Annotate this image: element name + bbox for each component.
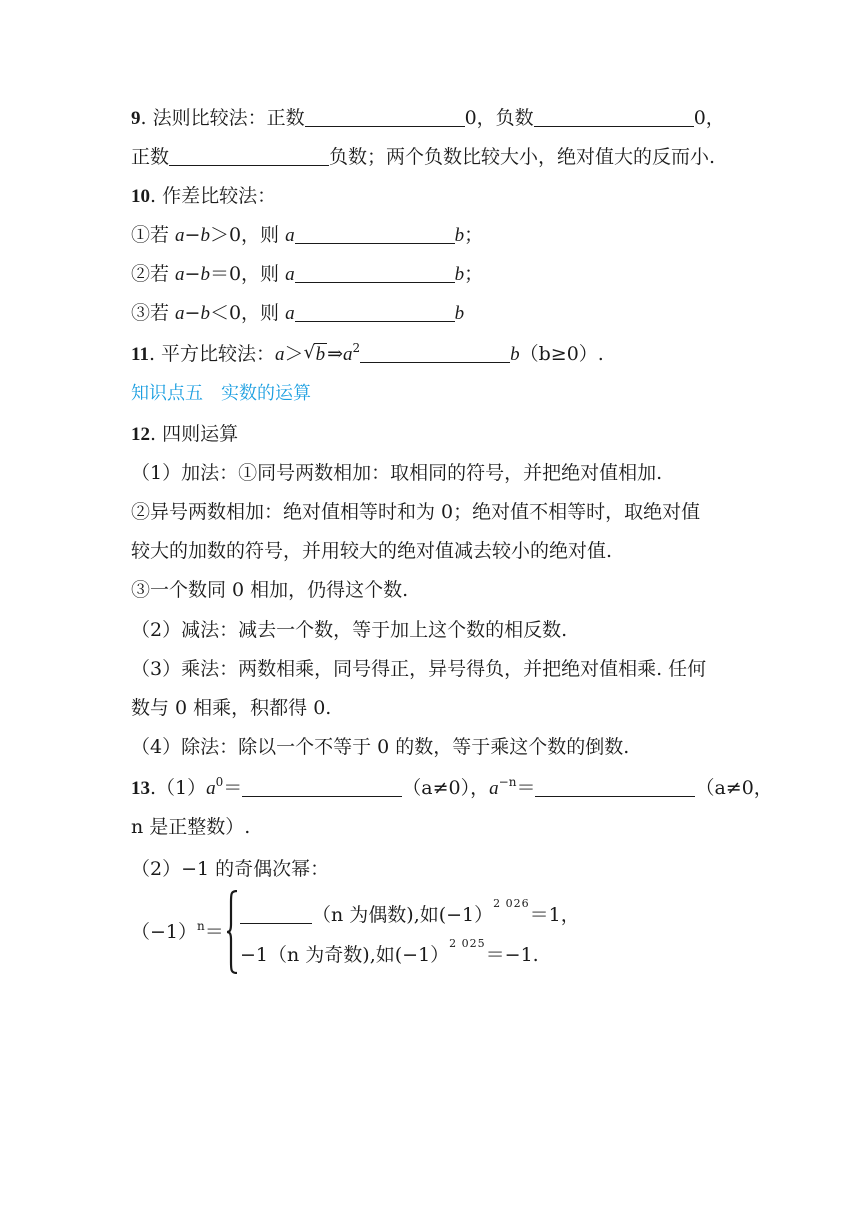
sqrt-symbol bbox=[304, 340, 328, 369]
item-text: 0， bbox=[693, 107, 725, 129]
item-10-case-3 bbox=[131, 299, 464, 327]
rule-addition-3: ③一个数同 0 相加，仍得这个数. bbox=[131, 579, 409, 601]
answer-blank[interactable] bbox=[535, 776, 695, 797]
var-a: a bbox=[175, 264, 185, 285]
answer-blank[interactable] bbox=[295, 223, 455, 244]
item-9-line-1 bbox=[131, 104, 725, 132]
relation: ＝0，则 bbox=[209, 263, 286, 285]
var-b: b bbox=[200, 225, 210, 246]
piecewise-case-even bbox=[240, 897, 580, 932]
left-brace-icon bbox=[226, 890, 238, 974]
relation: ＞ bbox=[284, 343, 304, 365]
item-number: 9 bbox=[131, 108, 141, 129]
answer-blank[interactable] bbox=[295, 262, 455, 283]
section-heading: 知识点五 实数的运算 bbox=[131, 383, 311, 404]
exponent: 0 bbox=[215, 775, 224, 789]
relation: ＞0，则 bbox=[209, 224, 286, 246]
answer-blank[interactable] bbox=[295, 301, 455, 322]
case-label: ①若 bbox=[131, 224, 176, 246]
answer-blank[interactable] bbox=[360, 342, 510, 363]
item-13-line-2: n 是正整数）. bbox=[131, 816, 251, 838]
var-a: a bbox=[285, 225, 295, 246]
var-a: a bbox=[175, 225, 185, 246]
exponent: −n bbox=[498, 775, 517, 789]
item-number: 12 bbox=[131, 424, 150, 445]
rule-addition-2b: 较大的加数的符号，并用较大的绝对值减去较小的绝对值. bbox=[131, 540, 613, 562]
item-text: 正数 bbox=[131, 146, 170, 168]
var-b: b bbox=[454, 264, 465, 285]
answer-blank[interactable] bbox=[242, 776, 402, 797]
piecewise-lhs bbox=[131, 918, 224, 946]
var-b: b bbox=[200, 303, 210, 324]
base: （−1） bbox=[131, 921, 198, 943]
case-label: ②若 bbox=[131, 263, 176, 285]
item-9-line-2 bbox=[131, 143, 715, 171]
condition: （b≥0）. bbox=[519, 343, 604, 365]
equals: ＝ bbox=[204, 921, 224, 943]
part-label: .（1） bbox=[150, 777, 207, 799]
item-text: . 四则运算 bbox=[150, 423, 239, 445]
item-13-line-1 bbox=[131, 774, 773, 802]
var-a: a bbox=[285, 264, 295, 285]
var-a: a bbox=[175, 303, 185, 324]
case-result: ＝−1. bbox=[485, 944, 539, 966]
minus: − bbox=[184, 302, 201, 324]
punct: ； bbox=[464, 224, 484, 246]
rule-addition-2a: ②异号两数相加：绝对值相等时和为 0；绝对值不相等时，取绝对值 bbox=[131, 501, 701, 523]
relation: ＜0，则 bbox=[209, 302, 286, 324]
var-b: b bbox=[454, 225, 465, 246]
answer-blank[interactable] bbox=[240, 903, 312, 924]
rule-multiplication-2: 数与 0 相乘，积都得 0. bbox=[131, 697, 332, 719]
item-10-heading bbox=[131, 182, 276, 210]
rule-multiplication-1: （3）乘法：两数相乘，同号得正，异号得负，并把绝对值相乘. 任何 bbox=[131, 658, 707, 680]
var-a: a bbox=[342, 344, 353, 365]
var-b: b bbox=[454, 303, 465, 324]
item-10-case-1 bbox=[131, 221, 483, 249]
exponent: 2 bbox=[352, 341, 361, 355]
equals: ＝ bbox=[223, 777, 243, 799]
rule-addition-1: （1）加法：①同号两数相加：取相同的符号，并把绝对值相加. bbox=[131, 462, 663, 484]
answer-blank[interactable] bbox=[169, 145, 329, 166]
condition: （a≠0）， bbox=[402, 777, 490, 799]
item-text: 0，负数 bbox=[464, 107, 534, 129]
piecewise-case-odd bbox=[240, 937, 539, 972]
equals: ＝ bbox=[516, 777, 536, 799]
rule-subtraction: （2）减法：减去一个数，等于加上这个数的相反数. bbox=[131, 619, 568, 641]
exponent: n bbox=[197, 919, 205, 933]
item-13-part-2: （2）−1 的奇偶次幂： bbox=[131, 858, 330, 880]
item-text: . 法则比较法：正数 bbox=[140, 107, 305, 129]
case-text: （n 为偶数),如(−1） bbox=[312, 904, 494, 926]
var-a: a bbox=[489, 778, 499, 799]
answer-blank[interactable] bbox=[305, 106, 465, 127]
minus: − bbox=[184, 263, 201, 285]
case-label: ③若 bbox=[131, 302, 176, 324]
item-number: 10 bbox=[131, 186, 150, 207]
answer-blank[interactable] bbox=[534, 106, 694, 127]
var-b: b bbox=[510, 344, 520, 365]
item-number: 13 bbox=[131, 778, 150, 799]
var-a: a bbox=[275, 344, 285, 365]
item-text: . 平方比较法： bbox=[148, 343, 276, 365]
case-result: ＝1， bbox=[529, 904, 580, 926]
var-b: b bbox=[200, 264, 210, 285]
var-a: a bbox=[285, 303, 295, 324]
item-number: 11 bbox=[131, 344, 149, 365]
condition: （a≠0， bbox=[695, 777, 773, 799]
item-text: 负数；两个负数比较大小，绝对值大的反而小. bbox=[329, 146, 716, 168]
exponent: 2 026 bbox=[493, 897, 530, 910]
minus: − bbox=[184, 224, 201, 246]
implies-arrow: ⇒ bbox=[327, 343, 343, 365]
item-12-heading bbox=[131, 420, 238, 448]
var-b: b bbox=[315, 344, 326, 365]
item-text: . 作差比较法： bbox=[150, 185, 277, 207]
exponent: 2 025 bbox=[449, 937, 486, 950]
case-text: −1（n 为奇数),如(−1） bbox=[240, 944, 450, 966]
rule-division: （4）除法：除以一个不等于 0 的数，等于乘这个数的倒数. bbox=[131, 736, 630, 758]
item-11 bbox=[131, 340, 604, 368]
var-a: a bbox=[206, 778, 216, 799]
item-10-case-2 bbox=[131, 260, 483, 288]
punct: ； bbox=[464, 263, 484, 285]
